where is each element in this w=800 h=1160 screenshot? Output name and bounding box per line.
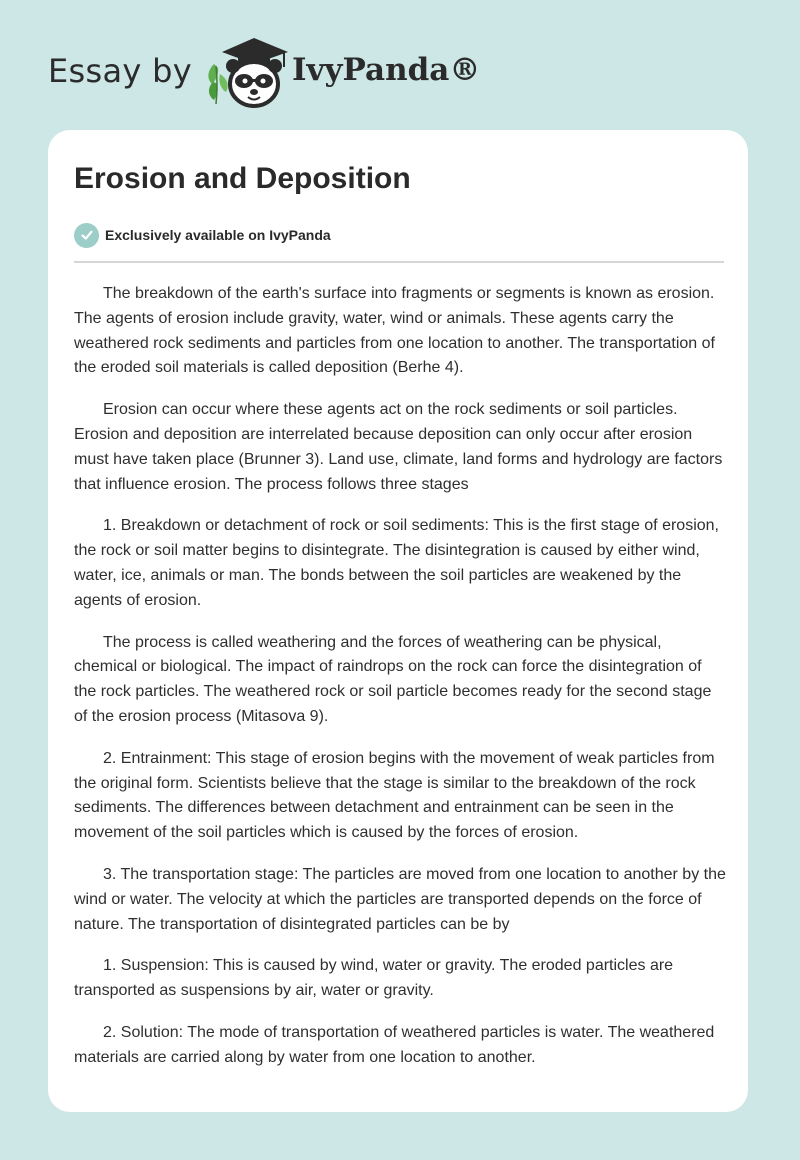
essay-card <box>48 130 748 1112</box>
ivy-leaf-icon <box>208 64 227 104</box>
paragraph: 2. Solution: The mode of transportation of weathered particles is water. The weathered materials are carried along by water from one location to another. <box>74 1023 715 1066</box>
site-header <box>48 34 648 114</box>
page-title: Erosion and Deposition <box>74 162 411 195</box>
exclusive-label: Exclusively available on IvyPanda <box>105 227 331 243</box>
brand-name[interactable]: IvyPanda® <box>292 52 481 88</box>
divider <box>74 261 724 263</box>
paragraph: 2. Entrainment: This stage of erosion begins with the movement of weak particles from the original form. Scientists believe that the stage is similar to the breakdown of the rock sediments. The differences between detachment and entrainment can be seen in the movement of the soil particles which is caused by the forces of erosion. <box>74 749 715 842</box>
paragraph: The process is called weathering and the forces of weathering can be physical, chemical or biological. The impact of raindrops on the rock can force the disintegration of the rock particles. The weathered rock or soil particle becomes ready for the second stage of the erosion process (Mitasova 9). <box>74 633 712 725</box>
paragraph: 1. Suspension: This is caused by wind, water or gravity. The eroded particles are transported as suspensions by air, water or gravity. <box>74 957 674 1000</box>
paragraph: The breakdown of the earth's surface into fragments or segments is known as erosion. The agents of erosion include gravity, water, wind or animals. These agents carry the weathered rock sediments and particles from one location to another. The transportation of the eroded soil materials is called deposition (Berhe 4). <box>74 285 715 377</box>
paragraph: Erosion can occur where these agents act on the rock sediments or soil particles. Erosion and deposition are interrelated because deposition can only occur after erosion must have taken place (Brunner 3). Land use, climate, land forms and hydrology are factors that influence erosion. The process follows three stages <box>74 401 723 493</box>
panda-graduate-icon[interactable] <box>204 34 292 110</box>
essay-by-label: Essay by <box>48 52 192 90</box>
paragraph: 3. The transportation stage: The particles are moved from one location to another by the wind or water. The velocity at which the particles are transported depends on the force of nature. The transportation of disintegrated particles can be by <box>74 865 726 933</box>
paragraph: 1. Breakdown or detachment of rock or soil sediments: This is the first stage of erosion, the rock or soil matter begins to disintegrate. The disintegration is caused by either wind, water, ice, animals or man. The bonds between the soil particles are weakened by the agents of erosion. <box>74 517 719 609</box>
exclusive-badge <box>74 222 331 248</box>
essay-body <box>74 282 726 1088</box>
check-icon <box>74 223 99 248</box>
